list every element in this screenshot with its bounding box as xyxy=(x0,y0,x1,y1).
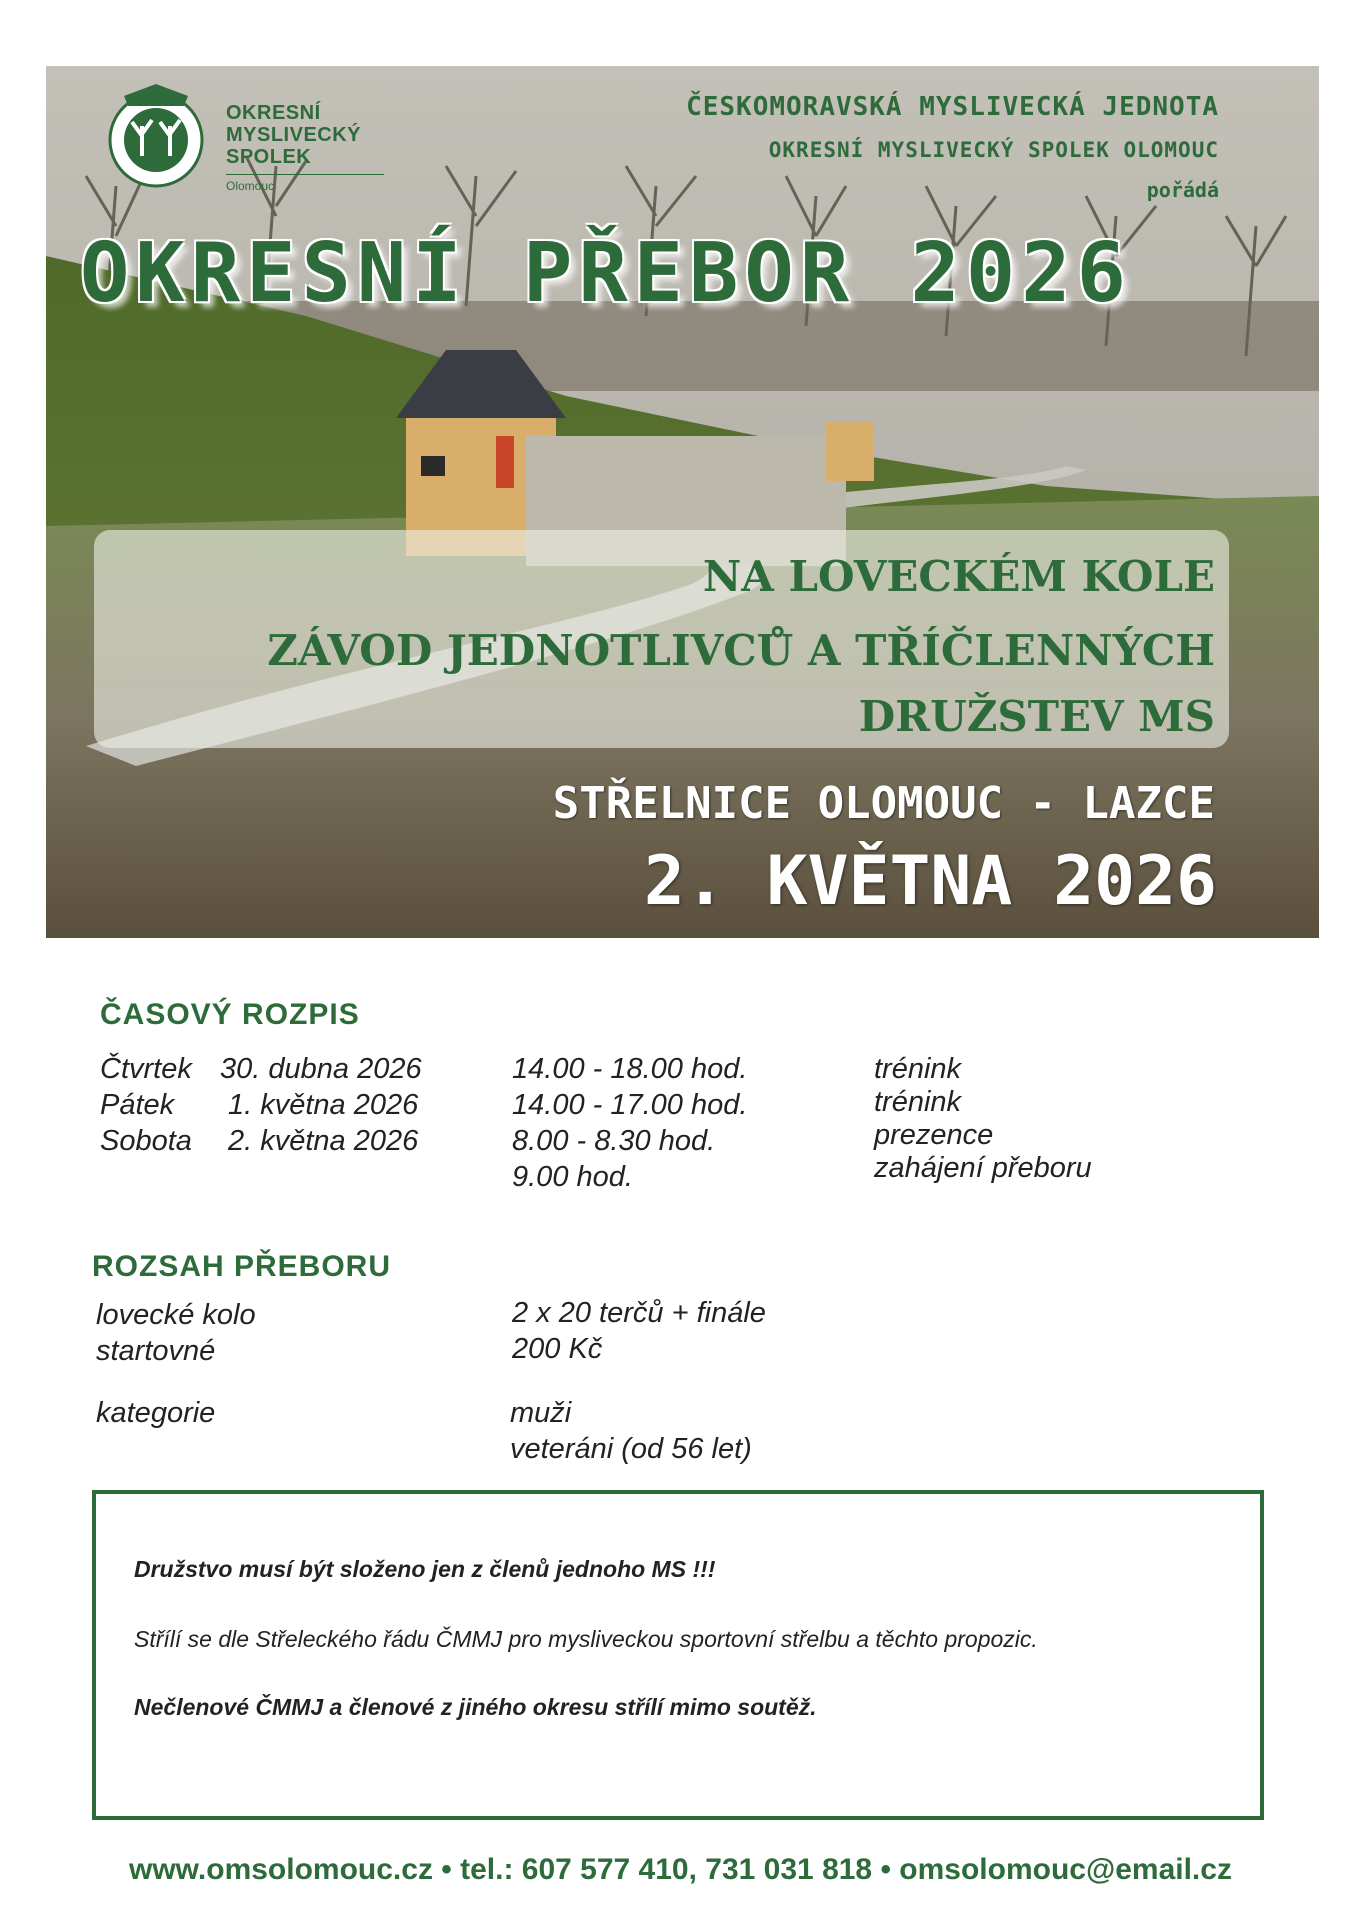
schedule-date-3: 2. května 2026 xyxy=(228,1125,419,1157)
logo-divider xyxy=(226,174,384,175)
organization-name: ČESKOMORAVSKÁ MYSLIVECKÁ JEDNOTA xyxy=(686,92,1219,122)
schedule-date-2: 1. května 2026 xyxy=(228,1089,419,1121)
logo-line-2: MYSLIVECKÝ xyxy=(226,124,362,146)
hero-banner xyxy=(46,66,1319,938)
hosts-label: pořádá xyxy=(1146,178,1219,202)
scope-label-1: lovecké kolo xyxy=(96,1299,256,1331)
event-format-line-2: DRUŽSTEV MS xyxy=(858,692,1215,741)
category-label: kategorie xyxy=(96,1397,216,1429)
schedule-day-1: Čtvrtek xyxy=(100,1053,192,1085)
scope-value-2: 200 Kč xyxy=(512,1333,603,1365)
venue: STŘELNICE OLOMOUC - LAZCE xyxy=(552,778,1215,829)
logo xyxy=(104,76,394,206)
schedule-date-1: 30. dubna 2026 xyxy=(220,1053,422,1085)
schedule-activity-4: zahájení přeboru xyxy=(874,1152,1092,1184)
schedule-activity-3: prezence xyxy=(874,1119,994,1151)
schedule-time-3: 8.00 - 8.30 hod. xyxy=(512,1125,716,1157)
schedule-time-1: 14.00 - 18.00 hod. xyxy=(512,1053,748,1085)
category-veterans: veteráni (od 56 let) xyxy=(510,1433,752,1465)
scope-title: ROZSAH PŘEBORU xyxy=(92,1250,392,1283)
notice-team-rule: Družstvo musí být složeno jen z členů jednoho MS !!! xyxy=(134,1556,716,1582)
scope-label-2: startovné xyxy=(96,1335,216,1367)
event-format-line-1: ZÁVOD JEDNOTLIVCŮ A TŘÍČLENNÝCH xyxy=(267,626,1215,675)
schedule-day-3: Sobota xyxy=(100,1125,192,1157)
hunting-association-emblem-icon xyxy=(104,76,214,196)
rules-notice-box xyxy=(92,1490,1264,1820)
logo-line-3: SPOLEK xyxy=(226,146,312,168)
notice-non-members: Nečlenové ČMMJ a členové z jiného okresu střílí mimo soutěž. xyxy=(134,1694,817,1720)
category-men: muži xyxy=(510,1397,572,1429)
contact-footer: www.omsolomouc.cz • tel.: 607 577 410, 731 031 818 • omsolomouc@email.cz xyxy=(129,1853,1232,1886)
sub-organization-name: OKRESNÍ MYSLIVECKÝ SPOLEK OLOMOUC xyxy=(768,138,1219,162)
schedule-title: ČASOVÝ ROZPIS xyxy=(100,998,360,1031)
scope-value-1: 2 x 20 terčů + finále xyxy=(512,1297,766,1329)
schedule-time-4: 9.00 hod. xyxy=(512,1161,633,1193)
schedule-activity-1: trénink xyxy=(874,1053,962,1085)
logo-city: Olomouc xyxy=(226,179,275,193)
logo-text xyxy=(226,102,384,193)
schedule-day-2: Pátek xyxy=(100,1089,175,1121)
schedule-time-2: 14.00 - 17.00 hod. xyxy=(512,1089,748,1121)
notice-shooting-rules: Střílí se dle Střeleckého řádu ČMMJ pro mysliveckou sportovní střelbu a těchto propozic. xyxy=(134,1626,1038,1652)
logo-line-1: OKRESNÍ xyxy=(226,102,321,124)
event-date: 2. KVĚTNA 2026 xyxy=(643,842,1217,921)
event-discipline: NA LOVECKÉM KOLE xyxy=(702,552,1215,601)
event-title: OKRESNÍ PŘEBOR 2026 xyxy=(80,226,1132,321)
schedule-activity-2: trénink xyxy=(874,1086,962,1118)
